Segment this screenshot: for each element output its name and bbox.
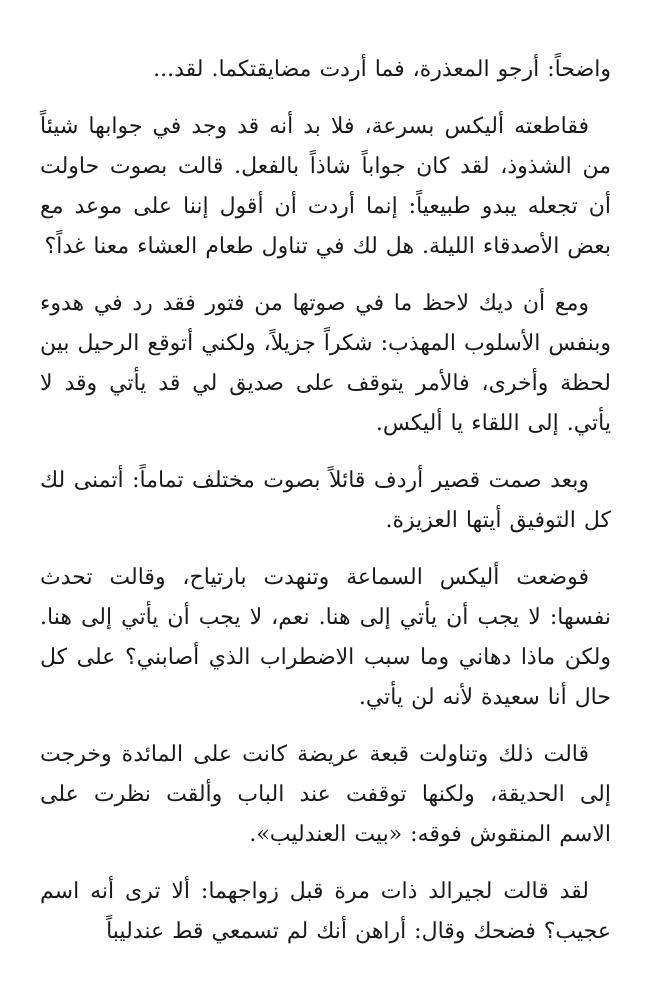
book-page <box>40 50 611 990</box>
paragraph-1: واضحاً: أرجو المعذرة، فما أردت مضايقتكما. لقد... <box>153 57 611 82</box>
paragraph-6: قالت ذلك وتناولت قبعة عريضة كانت على المائدة وخرجت إلى الحديقة، ولكنها توقفت عند الباب وألقت نظرت على الاسم المنقوش فوقه: «بيت العندليب». <box>40 742 611 847</box>
paragraph-2: فقاطعته أليكس بسرعة، فلا بد أنه قد وجد في جوابها شيئاً من الشذوذ، لقد كان جواباً شاذاً بالفعل. قالت بصوت حاولت أن تجعله يبدو طبيعياً: إنما أردت أن أقول إننا على موعد مع بعض الأصدقاء الليلة. هل لك في تناول طعام العشاء معنا غداً؟ <box>40 114 611 259</box>
paragraph-4: وبعد صمت قصير أردف قائلاً بصوت مختلف تماماً: أتمنى لك كل التوفيق أيتها العزيزة. <box>40 468 611 533</box>
paragraph-3: ومع أن ديك لاحظ ما في صوتها من فتور فقد رد في هدوء وبنفس الأسلوب المهذب: شكراً جزيلاً، ولكني أتوقع الرحيل بين لحظة وأخرى، فالأمر يتوقف على صديق لي قد يأتي وقد لا يأتي. إلى اللقاء يا أليكس. <box>40 291 611 436</box>
paragraph-5: فوضعت أليكس السماعة وتنهدت بارتياح، وقالت تحدث نفسها: لا يجب أن يأتي إلى هنا. نعم، لا يجب أن يأتي إلى هنا. ولكن ماذا دهاني وما سبب الاضطراب الذي أصابني؟ على كل حال أنا سعيدة لأنه لن يأتي. <box>40 565 611 710</box>
paragraph-7: لقد قالت لجيرالد ذات مرة قبل زواجهما: ألا ترى أنه اسم عجيب؟ فضحك وقال: أراهن أنك لم تسمعي قط عندليباً <box>40 879 611 944</box>
